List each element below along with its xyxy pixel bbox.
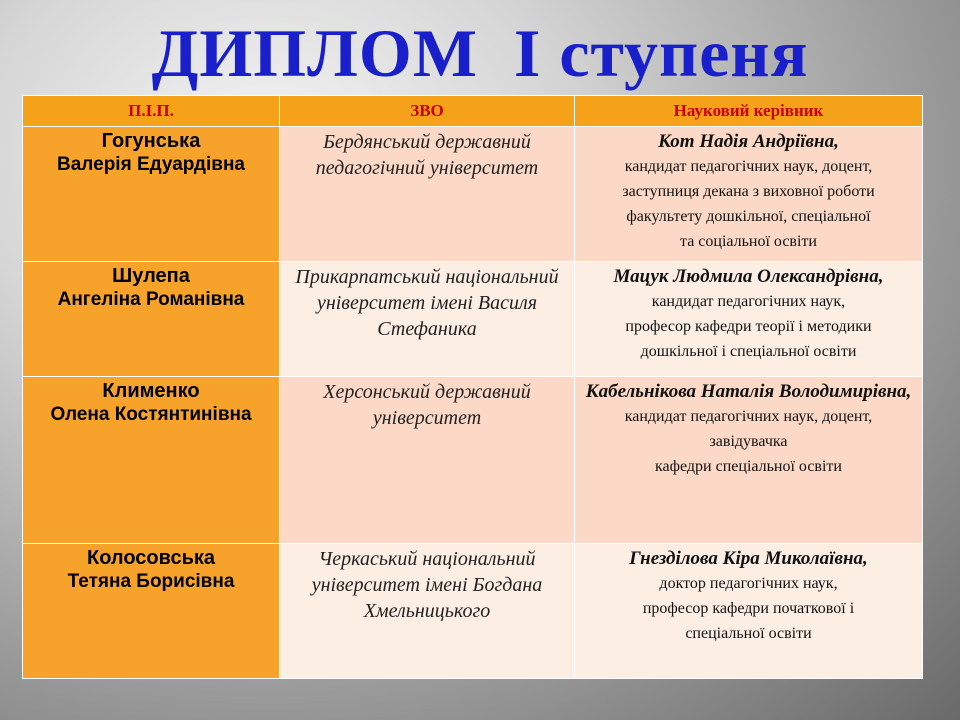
- student-given-name: Олена Костянтинівна: [50, 404, 252, 425]
- student-given-name: Тетяна Борисівна: [67, 571, 235, 592]
- table-row: [23, 262, 923, 377]
- supervisor-detail: кафедри спеціальної освіти: [655, 458, 842, 475]
- page-title: ДИПЛОМ І ступеня: [151, 15, 809, 91]
- supervisor-detail: завідувачка: [709, 433, 788, 450]
- supervisor-detail: заступниця декана з виховної роботи: [622, 183, 875, 200]
- supervisor-detail: та соціальної освіти: [680, 233, 817, 250]
- supervisor-cell: [575, 127, 923, 262]
- student-cell: [23, 544, 280, 679]
- supervisor-cell: [575, 544, 923, 679]
- student-cell: [23, 377, 280, 544]
- supervisor-detail: кандидат педагогічних наук,: [651, 293, 846, 310]
- supervisor-detail: кандидат педагогічних наук, доцент,: [624, 408, 873, 425]
- header-name: П.І.П.: [23, 96, 280, 127]
- supervisor-detail: факультету дошкільної, спеціальної: [626, 208, 871, 225]
- header-supervisor: Науковий керівник: [575, 96, 923, 127]
- table-row: [23, 127, 923, 262]
- student-cell: [23, 127, 280, 262]
- university-cell: Херсонський державний університет: [280, 377, 575, 544]
- supervisor-name: Кот Надія Андріївна,: [658, 131, 839, 152]
- student-given-name: Ангеліна Романівна: [57, 289, 245, 310]
- supervisor-detail: спеціальної освіти: [685, 625, 812, 642]
- supervisor-detail: професор кафедри початкової і: [642, 600, 855, 617]
- table-row: [23, 544, 923, 679]
- university-cell: Черкаський національний університет імені Богдана Хмельницького: [280, 544, 575, 679]
- winners-table: [22, 95, 923, 679]
- student-surname: Шулепа: [112, 265, 190, 287]
- supervisor-name: Кабельнікова Наталія Володимирівна,: [585, 381, 912, 402]
- supervisor-detail: дошкільної і спеціальної освіти: [640, 343, 857, 360]
- supervisor-detail: доктор педагогічних наук,: [659, 575, 838, 592]
- table-header-row: [23, 96, 923, 127]
- supervisor-cell: [575, 262, 923, 377]
- university-cell: Прикарпатський національний університет імені Василя Стефаника: [280, 262, 575, 377]
- header-university: ЗВО: [280, 96, 575, 127]
- university-cell: Бердянський державний педагогічний університет: [280, 127, 575, 262]
- table-row: [23, 377, 923, 544]
- supervisor-cell: [575, 377, 923, 544]
- supervisor-detail: професор кафедри теорії і методики: [625, 318, 872, 335]
- student-surname: Колосовська: [86, 547, 215, 569]
- student-given-name: Валерія Едуардівна: [57, 154, 245, 175]
- supervisor-detail: кандидат педагогічних наук, доцент,: [624, 158, 873, 175]
- supervisor-name: Гнезділова Кіра Миколаївна,: [629, 548, 868, 569]
- student-surname: Клименко: [102, 380, 200, 402]
- student-surname: Гогунська: [101, 130, 201, 152]
- supervisor-name: Мацук Людмила Олександрівна,: [613, 266, 884, 287]
- student-cell: [23, 262, 280, 377]
